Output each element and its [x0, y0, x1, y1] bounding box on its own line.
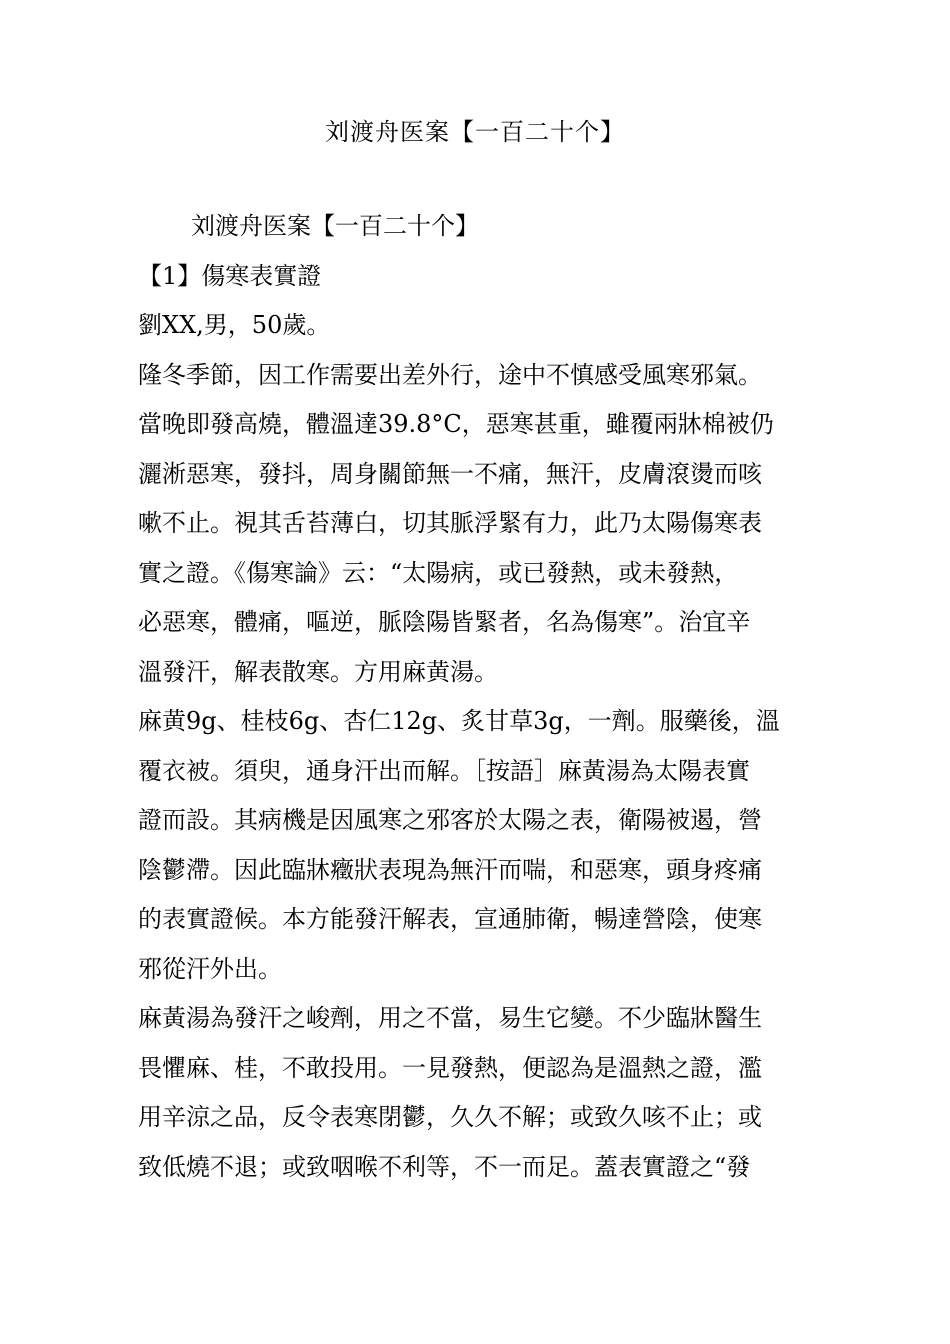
- text-line: 用辛涼之品，反令表寒閉鬱，久久不解；或致久咳不止；或: [138, 1103, 762, 1131]
- text-line: 麻黃湯為發汗之峻劑，用之不當，易生它變。不少臨牀醫生: [138, 1004, 762, 1032]
- text-line: 畏懼麻、桂，不敢投用。一見發熱，便認為是溫熱之證，濫: [138, 1053, 762, 1082]
- text-line: 必惡寒，體痛，嘔逆，脈陰陽皆緊者，名為傷寒”。治宜辛: [138, 608, 751, 636]
- document-title: 刘渡舟医案【一百二十个】: [325, 118, 625, 146]
- document-body: [138, 202, 838, 1192]
- text-line: 致低燒不退；或致咽喉不利等，不一而足。蓋表實證之“發: [138, 1152, 751, 1181]
- patient-info: 劉XX,男，50歲。: [138, 311, 331, 339]
- text-line: 實之證。《傷寒論》云：“太陽病，或已發熱，或未發熱，: [138, 558, 739, 587]
- text-line: 覆衣被。須臾，通身汗出而解。［按語］麻黃湯為太陽表實: [138, 756, 750, 785]
- text-line: 陰鬱滯。因此臨牀癥狀表現為無汗而喘，和惡寒，頭身疼痛: [138, 855, 762, 884]
- text-line: 溫發汗，解表散寒。方用麻黄湯。: [138, 657, 498, 686]
- text-line: 的表實證候。本方能發汗解表，宣通肺衛，暢達營陰，使寒: [138, 905, 762, 933]
- text-line: 灑淅惡寒，發抖，周身關節無一不痛，無汗，皮膚滾燙而咳: [138, 459, 762, 488]
- text-line: 嗽不止。視其舌苔薄白，切其脈浮緊有力，此乃太陽傷寒表: [138, 509, 762, 537]
- text-line: 隆冬季節，因工作需要出差外行，途中不慎感受風寒邪氣。: [138, 360, 762, 389]
- text-line: 邪從汗外出。: [138, 954, 282, 983]
- case-heading: 【1】傷寒表實證: [138, 261, 322, 290]
- text-line: 證而設。其病機是因風寒之邪客於太陽之表，衛陽被遏，營: [138, 806, 762, 834]
- prescription-line: 麻黄9g、桂枝6g、杏仁12g、炙甘草3g，一劑。服藥後，溫: [138, 707, 780, 735]
- body-heading: 刘渡舟医案【一百二十个】: [191, 212, 479, 240]
- text-line: 當晚即發高燒，體溫達39.8°C，惡寒甚重，雖覆兩牀棉被仍: [138, 410, 774, 438]
